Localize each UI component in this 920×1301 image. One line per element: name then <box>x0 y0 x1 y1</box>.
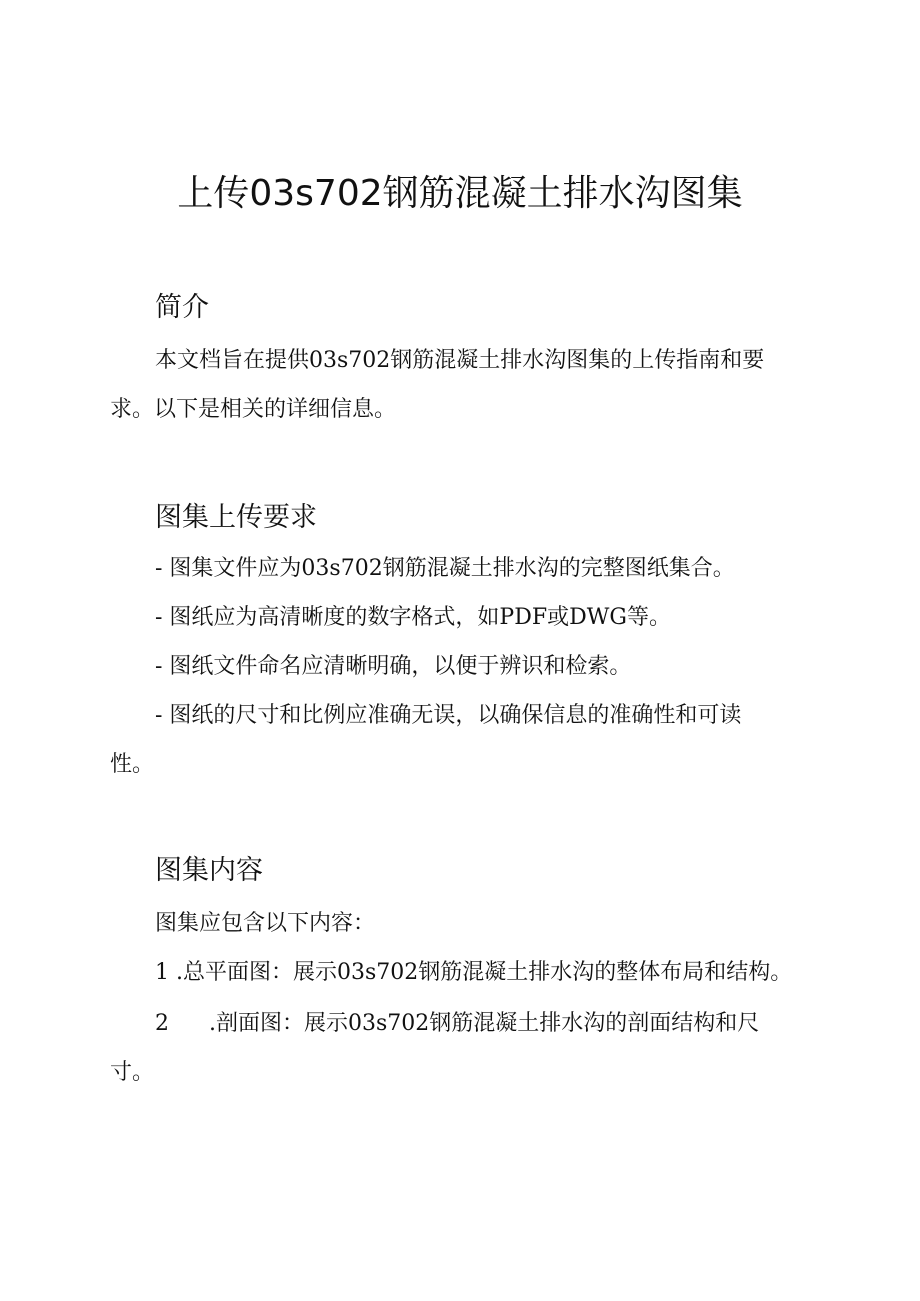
list-item-number: 2 <box>155 1011 169 1036</box>
list-item-number: 1 <box>155 960 169 985</box>
requirement-item-4: - 图纸的尺寸和比例应准确无误，以确保信息的准确性和可读 <box>155 703 742 728</box>
section-heading-upload-requirements: 图集上传要求 <box>155 502 317 533</box>
list-item-text: .总平面图：展示03s702钢筋混凝土排水沟的整体布局和结构。 <box>176 960 793 985</box>
contents-list-item-2 <box>155 1009 759 1039</box>
requirement-item-1: - 图集文件应为03s702钢筋混凝土排水沟的完整图纸集合。 <box>155 556 735 581</box>
contents-intro: 图集应包含以下内容： <box>155 911 376 936</box>
section-heading-atlas-contents: 图集内容 <box>155 855 263 886</box>
requirement-item-4-continuation: 性。 <box>110 752 155 777</box>
section-heading-intro: 简介 <box>155 292 209 323</box>
document-title: 上传03s702钢筋混凝土排水沟图集 <box>177 173 743 214</box>
intro-paragraph-line-2: 求。以下是相关的详细信息。 <box>110 397 397 422</box>
requirement-item-2: - 图纸应为高清晰度的数字格式，如PDF或DWG等。 <box>155 605 671 630</box>
contents-list-item-2-continuation: 寸。 <box>110 1060 155 1085</box>
intro-paragraph-line-1: 本文档旨在提供03s702钢筋混凝土排水沟图集的上传指南和要 <box>155 348 765 373</box>
list-item-text: .剖面图：展示03s702钢筋混凝土排水沟的剖面结构和尺 <box>209 1011 760 1036</box>
requirement-item-3: - 图纸文件命名应清晰明确，以便于辨识和检索。 <box>155 654 632 679</box>
contents-list-item-1 <box>155 958 792 988</box>
